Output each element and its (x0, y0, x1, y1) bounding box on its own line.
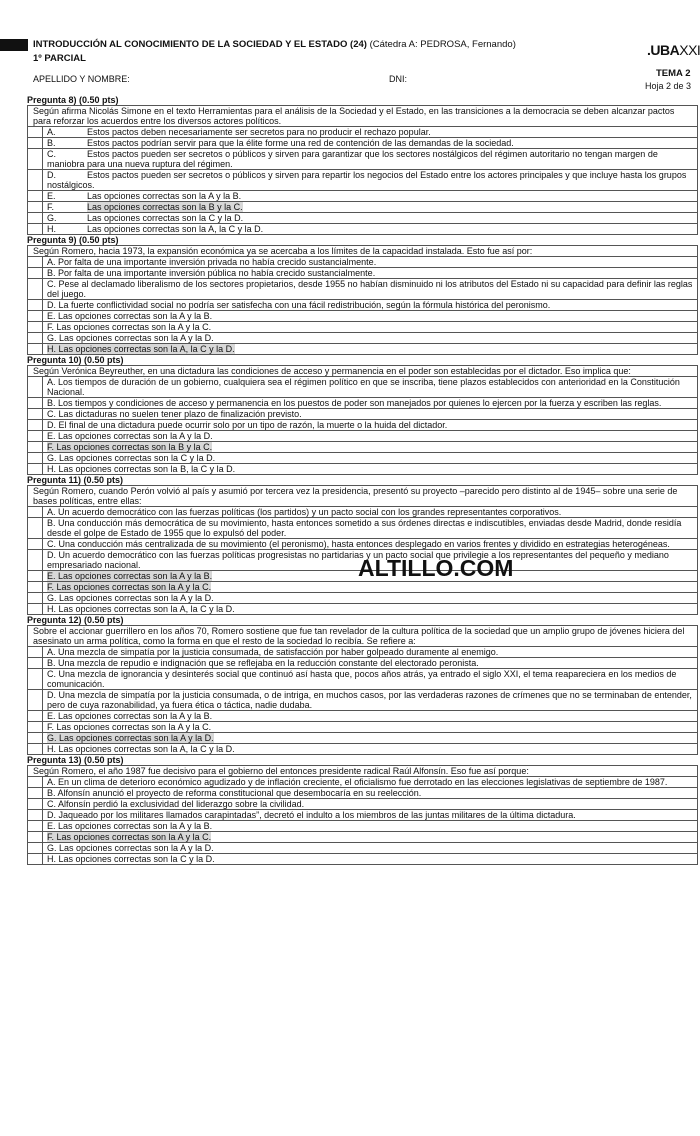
option-row[interactable] (28, 777, 698, 788)
option-row[interactable] (28, 420, 698, 431)
question-table (27, 625, 698, 755)
question-label: Pregunta 10) (0.50 pts) (27, 355, 124, 365)
option-text: F. Las opciones correctas son la B y la C. (43, 202, 698, 213)
option-row[interactable] (28, 733, 698, 744)
option-row[interactable] (28, 300, 698, 311)
option-row[interactable] (28, 507, 698, 518)
option-text: E. Las opciones correctas son la A y la B. (43, 821, 698, 832)
option-margin-cell (28, 398, 43, 409)
option-text: E. Las opciones correctas son la A y la B. (43, 571, 698, 582)
option-text: G. Las opciones correctas son la A y la D. (43, 733, 698, 744)
option-margin-cell (28, 213, 43, 224)
option-row[interactable] (28, 604, 698, 615)
option-margin-cell (28, 744, 43, 755)
option-text: A. Estos pactos deben necesariamente ser secretos para no producir el rechazo popular. (43, 127, 698, 138)
option-row[interactable] (28, 690, 698, 711)
exam-subtitle: 1º PARCIAL (33, 53, 86, 64)
dni-label: DNI: (389, 74, 407, 84)
option-margin-cell (28, 279, 43, 300)
option-text: E. Las opciones correctas son la A y la D. (43, 431, 698, 442)
option-row[interactable] (28, 279, 698, 300)
option-text: C. Una conducción más centralizada de su movimiento (el peronismo), hasta entonces desplegado en varios frentes y dividido en estrategias heterogéneas. (43, 539, 698, 550)
option-text: D. La fuerte conflictividad social no podría ser satisfecha con una fácil redistribución, según la fórmula histórica del peronismo. (43, 300, 698, 311)
option-margin-cell (28, 191, 43, 202)
option-row[interactable] (28, 453, 698, 464)
option-row[interactable] (28, 202, 698, 213)
option-text: H. Las opciones correctas son la A, la C y la D. (43, 344, 698, 355)
option-text: H. Las opciones correctas son la B, la C y la D. (43, 464, 698, 475)
option-row[interactable] (28, 854, 698, 865)
option-text: C. Alfonsín perdió la exclusividad del liderazgo sobre la civilidad. (43, 799, 698, 810)
option-text: C. Una mezcla de ignorancia y desinterés social que continuó así hasta que, pocos años atrás, ya entrado el siglo XXI, el tema reaparecierа en los medios de comunicación. (43, 669, 698, 690)
option-text: E. Las opciones correctas son la A y la B. (43, 191, 698, 202)
option-text: C. Las dictaduras no suelen tener plazo de finalización previsto. (43, 409, 698, 420)
option-row[interactable] (28, 333, 698, 344)
question-table (27, 765, 698, 865)
option-text: B. Estos pactos podrían servir para que la élite forme una red de contención de las demandas de la sociedad. (43, 138, 698, 149)
option-margin-cell (28, 464, 43, 475)
option-row[interactable] (28, 832, 698, 843)
option-text: A. Los tiempos de duración de un gobierno, cualquiera sea el régimen político en que se inscriba, tiene plazos establecidos con anterioridad en la Constitución Nacional. (43, 377, 698, 398)
apellido-label: APELLIDO Y NOMBRE: (33, 74, 130, 84)
option-margin-cell (28, 854, 43, 865)
option-margin-cell (28, 733, 43, 744)
option-row[interactable] (28, 224, 698, 235)
option-row[interactable] (28, 669, 698, 690)
option-row[interactable] (28, 149, 698, 170)
option-margin-cell (28, 257, 43, 268)
option-margin-cell (28, 777, 43, 788)
option-text: A. Una mezcla de simpatía por la justicia consumada, de satisfacción por haber golpeado duramente al enemigo. (43, 647, 698, 658)
option-row[interactable] (28, 191, 698, 202)
option-text: D. El final de una dictadura puede ocurrir solo por un tipo de razón, la muerte o la huida del dictador. (43, 420, 698, 431)
option-margin-cell (28, 311, 43, 322)
option-row[interactable] (28, 658, 698, 669)
question-label: Pregunta 12) (0.50 pts) (27, 615, 124, 625)
option-row[interactable] (28, 582, 698, 593)
question-label: Pregunta 8) (0.50 pts) (27, 95, 119, 105)
option-text: F. Las opciones correctas son la A y la C. (43, 322, 698, 333)
option-margin-cell (28, 170, 43, 191)
option-text: B. Una conducción más democrática de su movimiento, hasta entonces sometido a sus órdenes directas e indiscutibles, enviadas desde Madrid, donde residía desde el golpe de Estado de 1955 que lo expulsó del poder. (43, 518, 698, 539)
option-margin-cell (28, 300, 43, 311)
option-margin-cell (28, 711, 43, 722)
option-row[interactable] (28, 821, 698, 832)
option-row[interactable] (28, 788, 698, 799)
question-label: Pregunta 11) (0.50 pts) (27, 475, 124, 485)
option-text: E. Las opciones correctas son la A y la B. (43, 711, 698, 722)
question-table (27, 105, 698, 235)
option-margin-cell (28, 202, 43, 213)
option-margin-cell (28, 138, 43, 149)
option-row[interactable] (28, 377, 698, 398)
option-margin-cell (28, 799, 43, 810)
option-row[interactable] (28, 213, 698, 224)
question-stem: Según Verónica Beyreuther, en una dictadura las condiciones de acceso y permanencia en el poder son establecidas por el dictador. Eso implica que: (28, 366, 698, 377)
questions-container (27, 95, 698, 865)
option-row[interactable] (28, 711, 698, 722)
question-label: Pregunta 13) (0.50 pts) (27, 755, 124, 765)
option-margin-cell (28, 550, 43, 571)
option-text: H. Las opciones correctas son la A, la C y la D. (43, 744, 698, 755)
option-row[interactable] (28, 799, 698, 810)
watermark: ALTILLO.COM (358, 555, 514, 581)
option-margin-cell (28, 431, 43, 442)
option-text: F. Las opciones correctas son la B y la C. (43, 442, 698, 453)
option-margin-cell (28, 442, 43, 453)
option-margin-cell (28, 518, 43, 539)
option-margin-cell (28, 377, 43, 398)
option-text: H. Las opciones correctas son la A, la C y la D. (43, 224, 698, 235)
option-margin-cell (28, 593, 43, 604)
option-text: H. Las opciones correctas son la C y la D. (43, 854, 698, 865)
option-margin-cell (28, 571, 43, 582)
option-text: G. Las opciones correctas son la A y la D. (43, 333, 698, 344)
question-label: Pregunta 9) (0.50 pts) (27, 235, 119, 245)
option-margin-cell (28, 409, 43, 420)
option-row[interactable] (28, 431, 698, 442)
option-row[interactable] (28, 810, 698, 821)
option-margin-cell (28, 507, 43, 518)
option-margin-cell (28, 539, 43, 550)
option-margin-cell (28, 810, 43, 821)
option-text: G. Las opciones correctas son la C y la D. (43, 453, 698, 464)
option-margin-cell (28, 453, 43, 464)
option-row[interactable] (28, 464, 698, 475)
uba-logo: .UBAXXI (647, 42, 700, 58)
question-table (27, 245, 698, 355)
option-margin-cell (28, 333, 43, 344)
option-margin-cell (28, 127, 43, 138)
option-text: F. Las opciones correctas son la A y la C. (43, 582, 698, 593)
option-text: D. Una mezcla de simpatía por la justicia consumada, o de intriga, en muchos casos, por las verdaderas razones de crímenes que no se terminaban de entender, pero de cuya razonabilidad, ya fuera ética o táctica, nadie dudaba. (43, 690, 698, 711)
question-stem: Según afirma Nicolás Simone en el texto Herramientas para el análisis de la Sociedad y el Estado, en las transiciones a la democracia se deben alcanzar pactos para reforzar los acuerdos entre los diversos actores políticos. (28, 106, 698, 127)
option-margin-cell (28, 669, 43, 690)
option-text: B. Alfonsín anunció el proyecto de reforma constitucional que desembocaría en su reelección. (43, 788, 698, 799)
option-margin-cell (28, 149, 43, 170)
question-stem: Sobre el accionar guerrillero en los años 70, Romero sostiene que fue tan revelador de la cultura política de la sociedad que un amplio grupo de jóvenes hiciera del asesinato un arma política, como la forma en que el resto de la sociedad lo recibía. Se refiere a: (28, 626, 698, 647)
option-margin-cell (28, 322, 43, 333)
option-text: D. Estos pactos pueden ser secretos o públicos y sirven para repartir los negocios del Estado entre los actores principales y que incluye hasta los grupos nostálgicos. (43, 170, 698, 191)
option-margin-cell (28, 647, 43, 658)
option-text: G. Las opciones correctas son la A y la D. (43, 843, 698, 854)
option-row[interactable] (28, 647, 698, 658)
option-margin-cell (28, 268, 43, 279)
option-text: C. Pese al declamado liberalismo de los sectores propietarios, desde 1955 no habían disminuido ni los atributos del Estado ni su capacidad para definir las reglas del juego. (43, 279, 698, 300)
option-row[interactable] (28, 722, 698, 733)
option-margin-cell (28, 224, 43, 235)
question-stem: Según Romero, el año 1987 fue decisivo para el gobierno del entonces presidente radical Raúl Alfonsín. Eso fue así porque: (28, 766, 698, 777)
option-text: A. En un clima de deterioro económico agudizado y de inflación creciente, el oficialismo fue derrotado en las elecciones legislativas de septiembre de 1987. (43, 777, 698, 788)
hoja-label: Hoja 2 de 3 (645, 81, 692, 91)
catedra: (Cátedra A: PEDROSA, Fernando) (369, 39, 516, 50)
option-margin-cell (28, 582, 43, 593)
option-row[interactable] (28, 257, 698, 268)
option-text: G. Las opciones correctas son la A y la D. (43, 593, 698, 604)
question-table (27, 365, 698, 475)
option-margin-cell (28, 788, 43, 799)
option-text: H. Las opciones correctas son la A, la C y la D. (43, 604, 698, 615)
option-text: D. Un acuerdo democrático con las fuerzas políticas progresistas no partidarias y un pacto social que privilegie a los representantes del pequeño y mediano empresariado nacional. (43, 550, 698, 571)
option-row[interactable] (28, 593, 698, 604)
option-text: B. Los tiempos y condiciones de acceso y permanencia en los puestos de poder son manejados por quienes lo ejercen por la fuerza y escriben las reglas. (43, 398, 698, 409)
option-row[interactable] (28, 409, 698, 420)
option-margin-cell (28, 722, 43, 733)
option-row[interactable] (28, 344, 698, 355)
option-margin-cell (28, 658, 43, 669)
option-row[interactable] (28, 170, 698, 191)
option-row[interactable] (28, 518, 698, 539)
option-text: A. Un acuerdo democrático con las fuerzas políticas (los partidos) y un pacto social con los grandes representantes corporativos. (43, 507, 698, 518)
option-row[interactable] (28, 311, 698, 322)
option-margin-cell (28, 832, 43, 843)
tema-label: TEMA 2 (656, 68, 691, 79)
option-row[interactable] (28, 127, 698, 138)
option-text: E. Las opciones correctas son la A y la B. (43, 311, 698, 322)
option-margin-cell (28, 420, 43, 431)
option-text: G. Las opciones correctas son la C y la D. (43, 213, 698, 224)
question-stem: Según Romero, hacia 1973, la expansión económica ya se acercaba a los límites de la capacidad instalada. Esto fue así por: (28, 246, 698, 257)
option-text: F. Las opciones correctas son la A y la C. (43, 832, 698, 843)
option-row[interactable] (28, 744, 698, 755)
option-text: C. Estos pactos pueden ser secretos o públicos y sirven para garantizar que los sectores nostálgicos del régimen autoritario no tengan margen de maniobra para una nueva ruptura del régimen. (43, 149, 698, 170)
question-table (27, 485, 698, 615)
option-text: F. Las opciones correctas son la A y la C. (43, 722, 698, 733)
question-stem: Según Romero, cuando Perón volvió al país y asumió por tercera vez la presidencia, presentó su proyecto –parecido pero distinto al de 1945– sobre una serie de bases políticas, entre ellas: (28, 486, 698, 507)
course-title: INTRODUCCIÓN AL CONOCIMIENTO DE LA SOCIEDAD Y EL ESTADO (24) (Cátedra A: PEDROSA, Fernando) (33, 39, 516, 50)
option-text: D. Jaqueado por los militares llamados carapintadas”, decretó el indulto a los miembros de las juntas militares de la última dictadura. (43, 810, 698, 821)
option-row[interactable] (28, 539, 698, 550)
option-text: B. Por falta de una importante inversión pública no había crecido sustancialmente. (43, 268, 698, 279)
option-margin-cell (28, 690, 43, 711)
option-margin-cell (28, 344, 43, 355)
option-text: B. Una mezcla de repudio e indignación que se reflejaba en la reducción constante del electorado peronista. (43, 658, 698, 669)
option-row[interactable] (28, 398, 698, 409)
option-margin-cell (28, 604, 43, 615)
option-row[interactable] (28, 442, 698, 453)
option-row[interactable] (28, 268, 698, 279)
option-row[interactable] (28, 322, 698, 333)
option-margin-cell (28, 843, 43, 854)
option-text: A. Por falta de una importante inversión privada no había crecido sustancialmente. (43, 257, 698, 268)
option-margin-cell (28, 821, 43, 832)
option-row[interactable] (28, 843, 698, 854)
option-row[interactable] (28, 138, 698, 149)
black-bar-mark (0, 39, 28, 51)
